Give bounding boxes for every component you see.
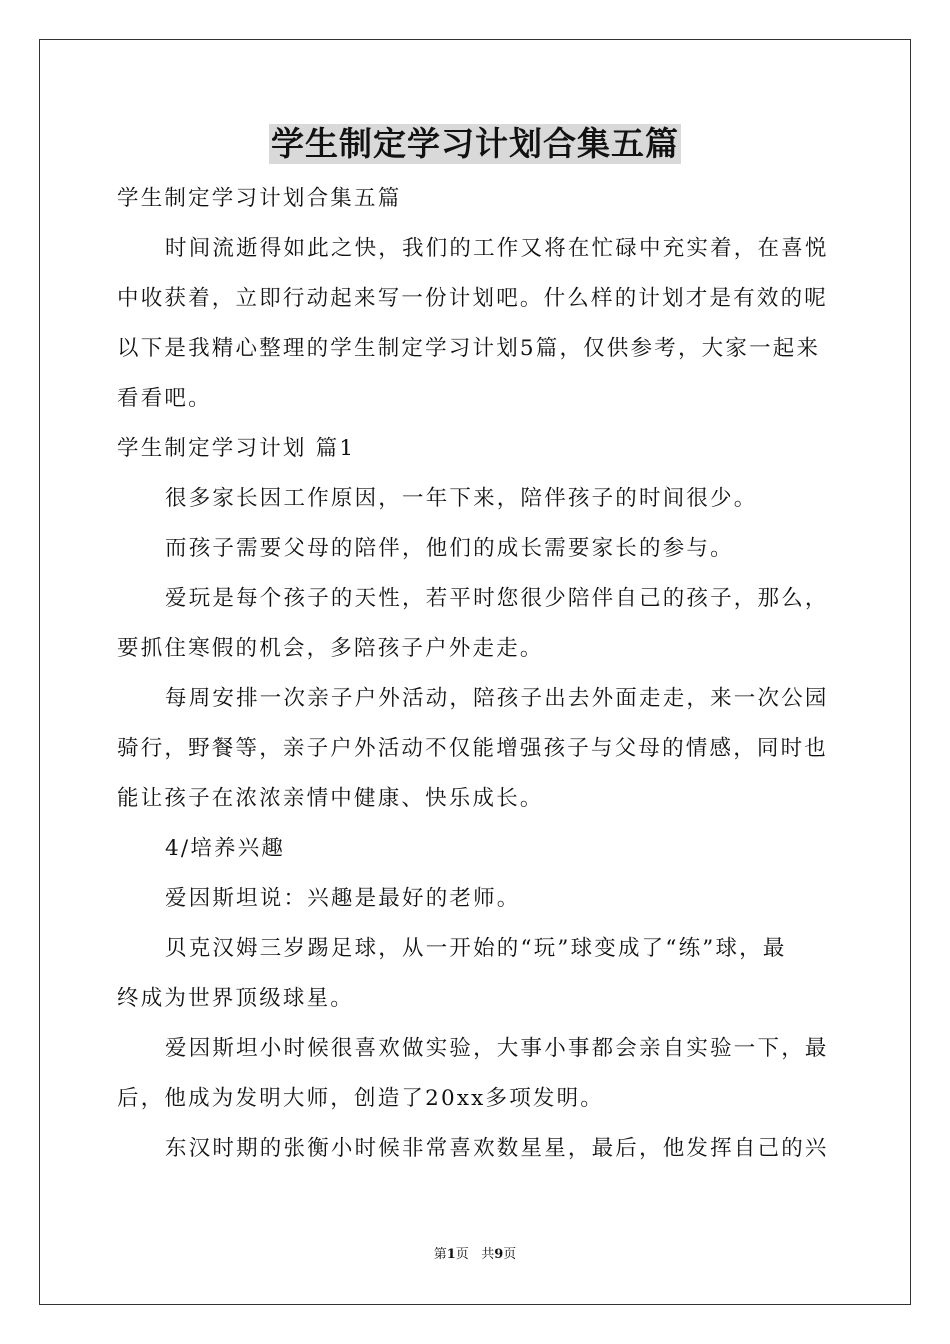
paragraph-line: 能让孩子在浓浓亲情中健康、快乐成长。 bbox=[117, 786, 544, 811]
paragraph-line: 看看吧。 bbox=[117, 386, 212, 411]
paragraph-line: 要抓住寒假的机会，多陪孩子户外走走。 bbox=[117, 636, 544, 661]
total-prefix: 共 bbox=[481, 1247, 495, 1262]
total-label: 页 bbox=[503, 1247, 517, 1262]
paragraph-line: 很多家长因工作原因，一年下来，陪伴孩子的时间很少。 bbox=[165, 486, 758, 511]
paragraph-line: 后，他成为发明大师，创造了20xx多项发明。 bbox=[117, 1086, 605, 1111]
page-label: 页 bbox=[455, 1247, 469, 1262]
page-border bbox=[39, 39, 911, 1305]
subsection-heading: 4/培养兴趣 bbox=[165, 836, 286, 861]
page-footer bbox=[0, 1246, 950, 1264]
paragraph-line: 时间流逝得如此之快，我们的工作又将在忙碌中充实着，在喜悦 bbox=[165, 236, 829, 261]
paragraph-line: 东汉时期的张衡小时候非常喜欢数星星，最后，他发挥自己的兴 bbox=[165, 1136, 829, 1161]
paragraph-line: 每周安排一次亲子户外活动，陪孩子出去外面走走，来一次公园 bbox=[165, 686, 829, 711]
paragraph-line: 中收获着，立即行动起来写一份计划吧。什么样的计划才是有效的呢 bbox=[117, 286, 829, 311]
page-current: 1 bbox=[446, 1247, 456, 1262]
paragraph-line: 而孩子需要父母的陪伴，他们的成长需要家长的参与。 bbox=[165, 536, 734, 561]
paragraph-line: 终成为世界顶级球星。 bbox=[117, 986, 355, 1011]
paragraph-line: 贝克汉姆三岁踢足球，从一开始的“玩”球变成了“练”球，最 bbox=[165, 936, 787, 961]
subtitle-line: 学生制定学习计划合集五篇 bbox=[117, 186, 402, 211]
title-container bbox=[0, 124, 950, 164]
paragraph-line: 以下是我精心整理的学生制定学习计划5篇，仅供参考，大家一起来 bbox=[117, 336, 821, 361]
page-total: 9 bbox=[494, 1247, 504, 1262]
paragraph-line: 爱因斯坦小时候很喜欢做实验，大事小事都会亲自实验一下，最 bbox=[165, 1036, 829, 1061]
document-title: 学生制定学习计划合集五篇 bbox=[271, 124, 679, 163]
paragraph-line: 骑行，野餐等，亲子户外活动不仅能增强孩子与父母的情感，同时也 bbox=[117, 736, 829, 761]
paragraph-line: 爱因斯坦说：兴趣是最好的老师。 bbox=[165, 886, 521, 911]
page-prefix: 第 bbox=[433, 1247, 447, 1262]
section-heading: 学生制定学习计划 篇1 bbox=[117, 436, 356, 461]
paragraph-line: 爱玩是每个孩子的天性，若平时您很少陪伴自己的孩子，那么， bbox=[165, 586, 829, 611]
